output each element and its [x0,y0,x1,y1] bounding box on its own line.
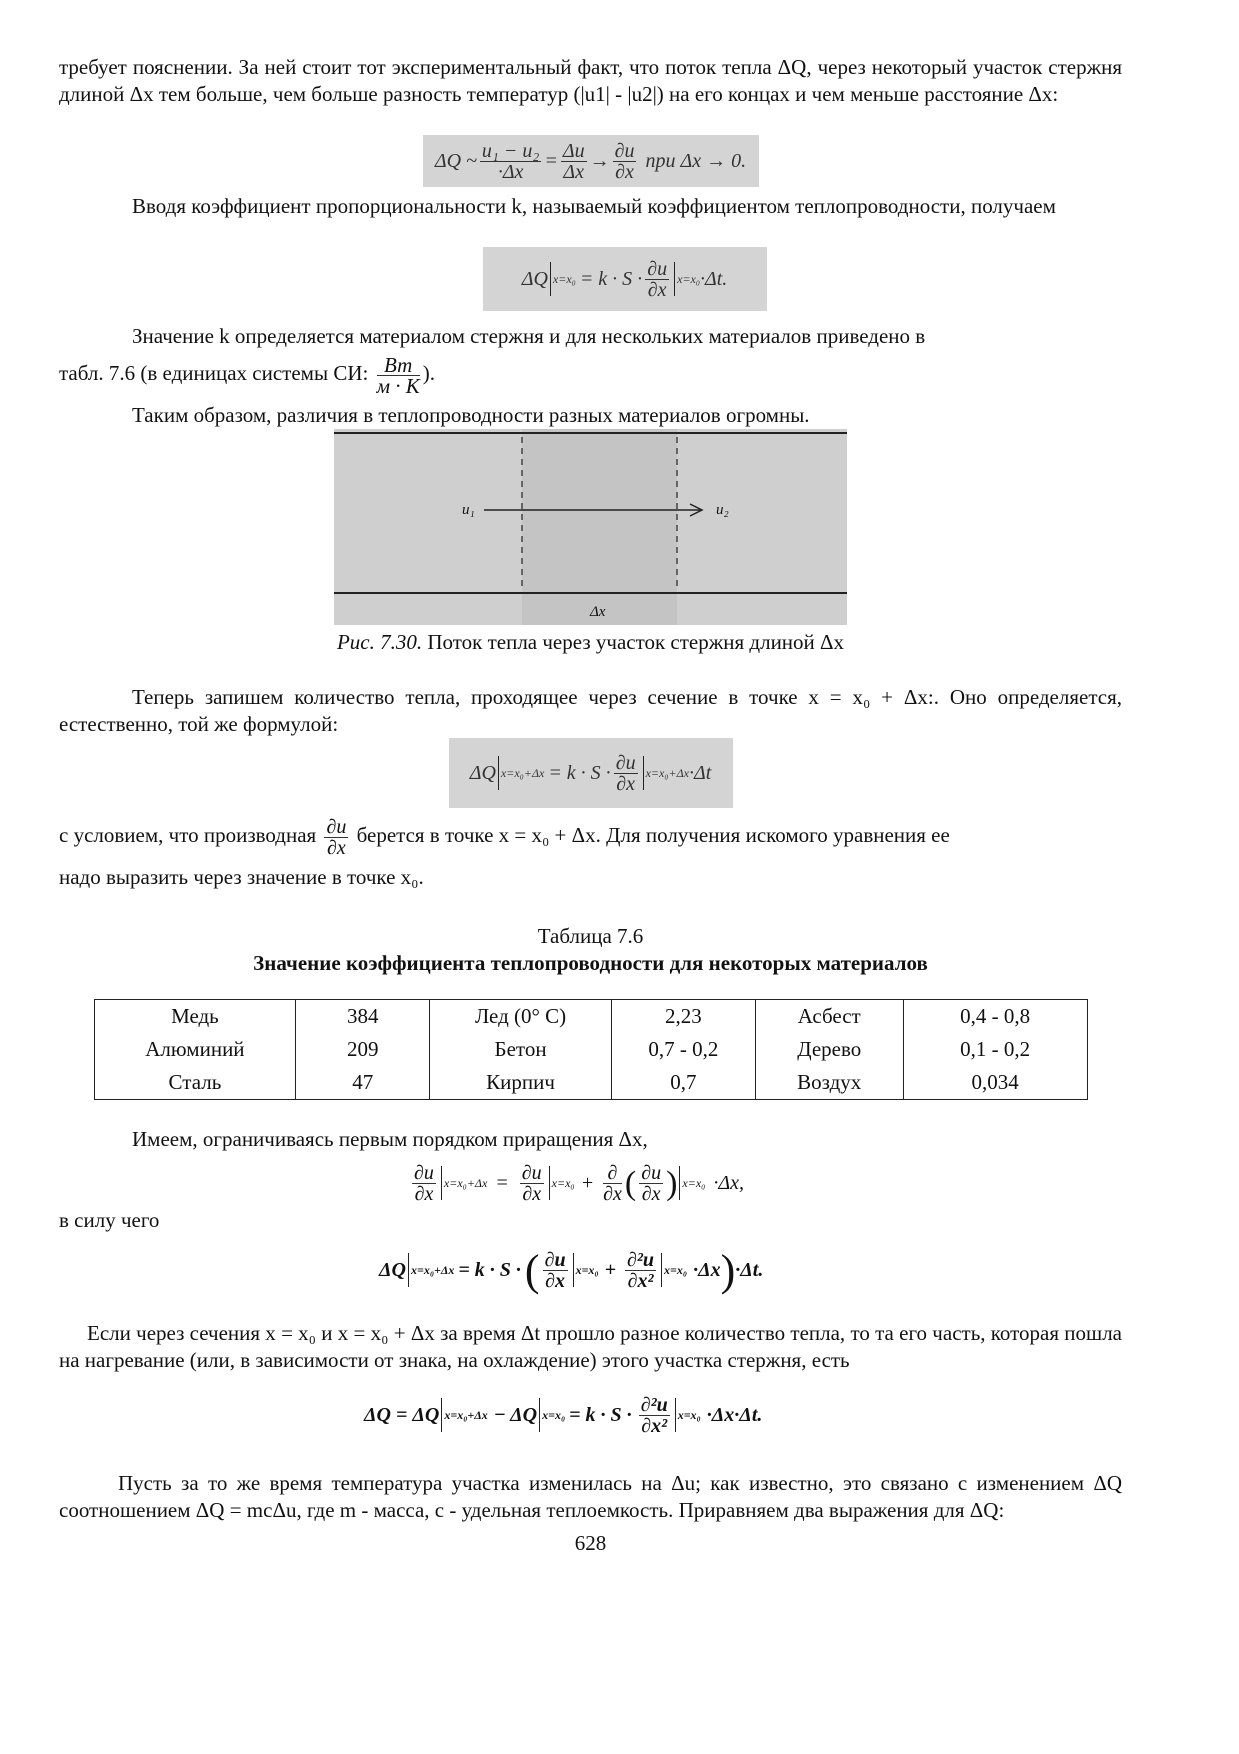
formula-5-den-2: ∂x² [627,1269,654,1292]
formula-4-frac-3 [603,1163,622,1204]
formula-4 [409,1153,744,1213]
formula-2-den: ∂x [647,278,667,301]
formula-2-rhs-sub: x=x₀ [677,271,700,286]
formula-2-lhs: ΔQ [521,267,548,290]
formula-4-num-1: ∂u [414,1161,434,1184]
table-cell: Медь [94,1000,296,1034]
table-cell: 0,7 - 0,2 [611,1033,755,1066]
formula-6-minus: − ΔQ [493,1403,538,1426]
formula-4-num-3: ∂ [603,1163,622,1184]
table-cell: 2,23 [611,1000,755,1034]
formula-6-row [59,1374,1122,1450]
formula-4-frac-2 [520,1163,544,1204]
formula-6-bar-1 [441,1398,442,1432]
paragraph-7: Имеем, ограничиваясь первым порядком приращения Δx, [132,1127,648,1151]
formula-4-num-4: ∂u [641,1161,662,1184]
table-row [94,1000,1087,1034]
formula-4-row [59,1153,1122,1215]
formula-1-den-1: ·Δx [497,160,524,183]
formula-4-den-2: ∂x [522,1182,542,1205]
formula-5-tail: ·Δt. [735,1258,764,1281]
label-u2: u₂ [716,502,729,518]
formula-5-frac-1 [543,1250,568,1291]
formula-4-bar-3 [679,1166,680,1200]
formula-4-frac-1 [412,1163,436,1204]
table-cell: Сталь [94,1066,296,1100]
formula-1-den-3: ∂x [615,160,634,183]
paragraph-3b [59,350,1122,396]
formula-3-row [59,738,1122,810]
paragraph-4: Таким образом, различия в теплопроводности разных материалов огромны. [132,403,810,427]
formula-3-tail: ·Δt [688,761,712,784]
formula-1-num-1: u₁ − u₂ [481,139,540,162]
paragraph-2: Вводя коэффициент пропорциональности k, называемый коэффициентом теплопроводности, получаем [132,194,1056,218]
formula-1-num-2: Δu [562,139,585,162]
formula-6-bar-3 [675,1398,676,1432]
formula-5-plus: + [604,1258,617,1281]
formula-6-sub-3: x=x₀ [677,1407,701,1422]
paragraph-1: требует пояснении. За ней стоит тот экспериментальный факт, что поток тепла ΔQ, через некоторый участок стержня длиной Δx тем больше, чем больше разность температур (|u1| - |u2|) на его концах и чем меньше расстояние Δx: [59,55,1122,106]
formula-6-tail: ·Δx·Δt. [706,1403,763,1426]
formula-5-lhs: ΔQ [379,1258,406,1281]
formula-4-paren-open: ( [624,1164,637,1202]
formula-5-frac-2 [625,1250,656,1291]
formula-3-eval-bar-2 [643,756,644,790]
formula-1-tail: при Δx → 0. [645,149,747,172]
formula-4-bar-1 [441,1166,442,1200]
formula-4-bar-2 [549,1166,550,1200]
formula-4-sub-1: x=x₀+Δx [443,1175,488,1190]
table-cell: Дерево [755,1033,903,1066]
formula-3 [449,738,733,808]
formula-2-mid: = k · S · [579,267,643,290]
page-body [59,54,1122,1557]
si-units-den: м · К [376,373,420,398]
formula-5-dx: ·Δx [693,1258,721,1281]
formula-5-sub-1: x=x₀ [575,1262,599,1277]
table-cell: 0,034 [903,1066,1087,1100]
rod-segment-shade [522,429,677,625]
table-cell: Лед (0° С) [430,1000,612,1034]
si-units-fraction [376,352,420,398]
table-label: Таблица 7.6 [537,924,644,948]
table-row [94,1066,1087,1100]
formula-5-paren-close: ) [720,1245,736,1295]
formula-1-frac-3 [613,141,637,182]
formula-4-num-2: ∂u [521,1161,542,1184]
formula-6-mid: = k · S · [569,1403,632,1426]
formula-1-frac-1 [480,141,541,182]
derivative-fraction [324,817,348,858]
formula-6 [364,1382,762,1448]
formula-3-frac [614,753,638,794]
thermal-conductivity-table [94,999,1088,1100]
table-title: Значение коэффициента теплопроводности для некоторых материалов [253,951,928,975]
paragraph-6 [59,810,1122,860]
formula-3-rhs-sub: x=x₀+Δx [645,765,689,780]
formula-1-lhs: ΔQ ~ [434,149,477,172]
formula-5-bar-2 [573,1253,574,1287]
formula-2-lhs-sub: x=x₀ [552,271,576,286]
table-cell: Асбест [755,1000,903,1034]
formula-4-paren-close: ) [666,1164,678,1202]
table-cell: 0,4 - 0,8 [903,1000,1087,1034]
formula-2-eval-bar-1 [550,262,551,296]
formula-5-num-1: ∂u [544,1248,566,1271]
formula-1 [423,135,759,187]
formula-4-frac-4 [639,1163,663,1204]
paragraph-5: Теперь запишем количество тепла, проходящее через сечение в точке x = x₀ + Δx:. Оно определяется, естественно, той же формулой: [59,685,1122,736]
table-row [94,1033,1087,1066]
formula-2-row [59,247,1122,315]
formula-6-bar-2 [539,1398,540,1432]
formula-2-num: ∂u [647,257,668,280]
formula-1-arrow: → [589,149,610,172]
paragraph-9: Если через сечения x = x₀ и x = x₀ + Δx за время Δt прошло разное количество тепла, то та его часть, которая пошла на нагревание (или, в зависимости от знака, на охлаждение) этого участка стержня, есть [59,1321,1122,1372]
formula-5-paren-open: ( [524,1245,540,1295]
formula-1-num-3: ∂u [614,139,635,162]
si-units-num: Вт [377,355,420,376]
formula-3-eval-bar-1 [498,756,499,790]
formula-3-num: ∂u [615,751,636,774]
formula-6-sub-1: x=x₀+Δx [444,1407,488,1422]
formula-5-den-1: ∂x [545,1269,566,1292]
formula-5 [379,1234,763,1306]
formula-2-frac [645,259,669,300]
formula-5-bar-1 [408,1253,409,1287]
formula-6-sub-2: x=x₀ [542,1407,566,1422]
label-u1: u₁ [462,502,475,518]
table-cell: Алюминий [94,1033,296,1066]
paragraph-3a: Значение k определяется материалом стержня и для нескольких материалов приведено в [132,324,926,348]
derivative-num: ∂u [326,815,347,838]
formula-5-num-2: ∂²u [627,1248,655,1271]
formula-1-row [59,135,1122,193]
formula-3-lhs-sub: x=x₀+Δx [500,765,545,780]
rod-diagram [334,429,847,625]
formula-5-row [59,1234,1122,1306]
table-cell: 209 [296,1033,430,1066]
table-cell: Кирпич [430,1066,612,1100]
formula-5-sub-2: x=x₀ [664,1262,688,1277]
formula-6-num: ∂²u [640,1393,668,1416]
formula-4-den-4: ∂x [641,1182,661,1205]
table-cell: 0,1 - 0,2 [903,1033,1087,1066]
formula-3-mid: = k · S · [548,761,611,784]
rod-heat-flow-figure [334,429,847,625]
figure-caption-text: Поток тепла через участок стержня длиной Δx [422,630,845,654]
table-cell: Бетон [430,1033,612,1066]
figure-caption [59,629,1122,656]
formula-3-lhs: ΔQ [469,761,496,784]
formula-1-den-2: Δx [563,160,585,183]
figure-caption-label: Рис. 7.30. [336,630,423,654]
formula-2-tail: ·Δt. [700,267,728,290]
formula-5-mid: = k · S · [458,1258,521,1281]
formula-5-lhs-sub: x=x₀+Δx [410,1262,455,1277]
formula-4-den-3: ∂x [603,1182,622,1205]
formula-4-sub-2: x=x₀ [551,1175,575,1190]
formula-1-eq: = [544,149,558,172]
table-cell: 384 [296,1000,430,1034]
formula-4-den-1: ∂x [414,1182,434,1205]
table-body [94,1000,1087,1100]
formula-5-bar-3 [661,1253,662,1287]
formula-6-lhs: ΔQ = ΔQ [364,1403,440,1426]
paragraph-8: в силу чего [59,1208,160,1232]
formula-4-sub-3: x=x₀ [682,1175,706,1190]
page-number: 628 [574,1531,607,1555]
formula-4-plus: + [580,1171,595,1194]
formula-2 [483,247,767,311]
paragraph-10: Пусть за то же время температура участка изменилась на Δu; как известно, это связано с изменением ΔQ соотношением ΔQ = mcΔu, где m - масса, c - удельная теплоемкость. Приравняем два выражения для ΔQ: [59,1471,1122,1522]
paragraph-6b: надо выразить через значение в точке x₀. [59,865,424,889]
label-dx: Δx [590,604,606,620]
paragraph-3b-text: табл. 7.6 (в единицах системы СИ: [59,361,369,385]
formula-1-frac-2 [561,141,587,182]
derivative-den: ∂x [327,836,346,859]
table-cell: Воздух [755,1066,903,1100]
formula-4-tail: ·Δx, [713,1171,744,1194]
paragraph-3b-end: ). [422,361,435,385]
paragraph-6-post: берется в точке x = x₀ + Δx. Для получения искомого уравнения ее [356,823,950,847]
formula-4-eq: = [495,1171,509,1194]
formula-3-den: ∂x [616,772,636,795]
formula-6-den: ∂x² [641,1414,668,1437]
table-cell: 47 [296,1066,430,1100]
formula-2-eval-bar-2 [674,262,675,296]
table-cell: 0,7 [611,1066,755,1100]
formula-6-frac [639,1395,670,1436]
paragraph-6-pre: с условием, что производная [59,823,317,847]
